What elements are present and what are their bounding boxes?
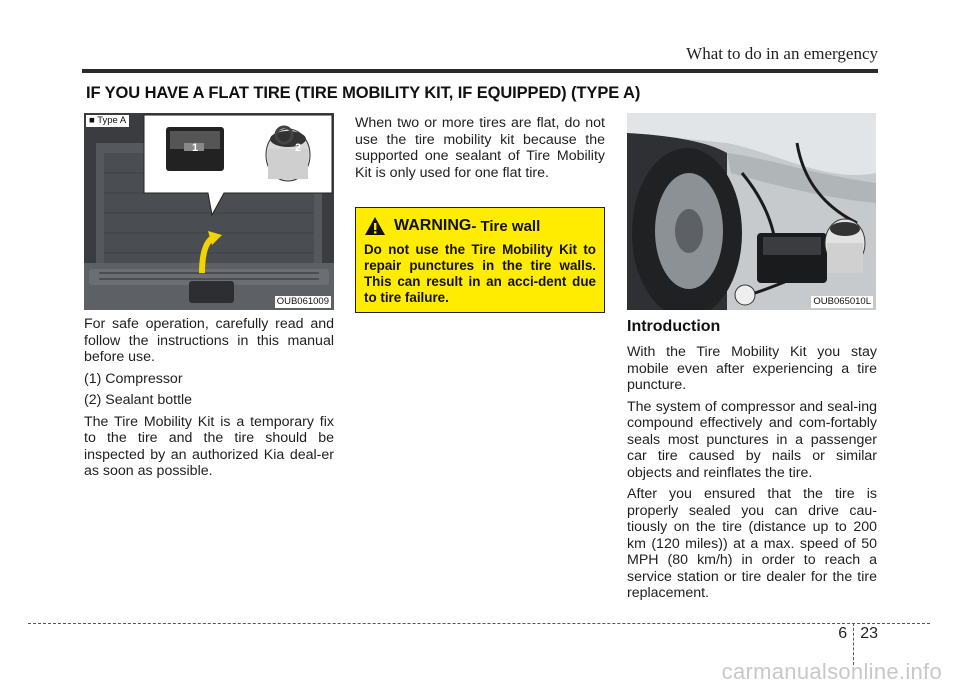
callout-1: 1 [192,142,199,154]
callout-2: 2 [295,142,302,154]
kit-on-tire-figure [627,113,876,310]
text-column-2 [355,115,605,186]
warning-triangle-icon [364,216,386,236]
warning-text: Do not use the Tire Mobility Kit to repair punctures in the tire walls. This can result in an acci-dent due to tire failure. [364,242,596,305]
warning-header [364,216,540,236]
warning-label: WARNING [394,217,472,234]
text-column-3 [627,318,877,607]
paragraph: After you ensured that the tire is properly sealed you can drive cau-tiously on the tire (distance up to 200 km (120 miles)) at a max. speed of 50 MPH (80 km/h) in order to reach a service station or tire dealer for the tire replacement. [627,486,877,601]
paragraph: For safe operation, carefully read and follow the instructions in this manual before use. [84,316,334,365]
kit-on-tire-illustration [627,113,876,310]
trunk-kit-figure [84,113,334,310]
list-item-sealant: (2) Sealant bottle [84,392,193,408]
header-rule [82,69,878,73]
figure-type-tag: ■ Type A [86,115,129,127]
trunk-kit-illustration [84,113,334,310]
text-column-1 [84,316,334,485]
paragraph: The system of compressor and seal-ing compound effectively and com-fortably seals most punctures in a passenger car tire caused by nails or similar objects and reinflates the tire. [627,398,877,481]
paragraph: The Tire Mobility Kit is a temporary fix to the tire and the tire should be inspected by an authorized Kia deal-er as soon as possible. [84,413,334,479]
introduction-heading: Introduction [627,318,721,335]
figure-code: OUB061009 [276,296,329,307]
footer-rule [28,623,930,624]
page-number-value: 23 [853,623,878,665]
warning-subtitle: - Tire wall [471,217,541,235]
paragraph: When two or more tires are flat, do not use the tire mobility kit because the supported one sealant of Tire Mobility Kit is only used for one flat tire. [355,115,605,181]
watermark: carmanualsonline.info [721,659,942,684]
warning-box [355,207,605,313]
paragraph: With the Tire Mobility Kit you stay mobile even after experiencing a tire puncture. [627,344,877,393]
running-header: What to do in an emergency [686,44,878,63]
figure-code: OUB065010L [813,296,871,307]
chapter-number: 6 [838,625,848,642]
list-item-compressor: (1) Compressor [84,370,183,387]
section-title: IF YOU HAVE A FLAT TIRE (TIRE MOBILITY KIT, IF EQUIPPED) (TYPE A) [86,84,641,102]
